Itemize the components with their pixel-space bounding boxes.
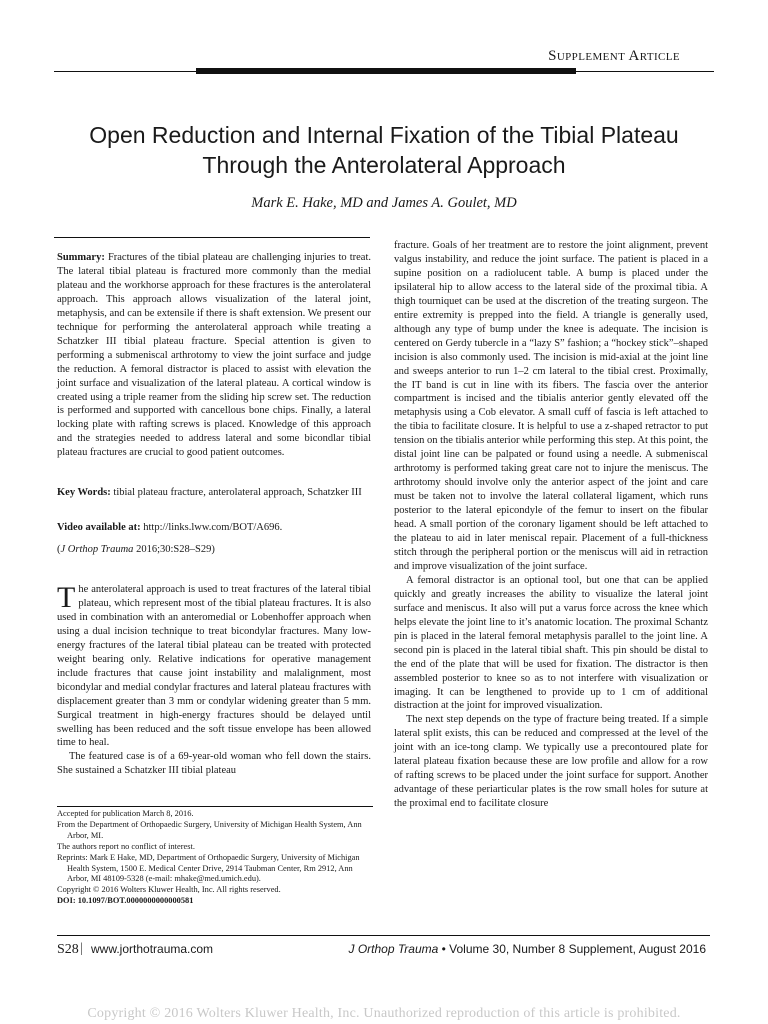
footnotes (57, 809, 371, 907)
body-paragraph: fracture. Goals of her treatment are to restore the joint alignment, prevent valgus instability, and reduce the joint surface. The patient is placed in a supine position on a radiolucent table. A bump is placed under the ipsilateral hip to allow access to the lateral side of the proximal tibia. A thigh tourniquet can be used at the discretion of the treating surgeon. The entire extremity is prepped into the field. A triangle is generally used, although any type of bump under the knee is adequate. The incision is centered on Gerdy tubercle in a “lazy S” fashion; a “hockey stick”–shaped incision is also commonly used. The incision is mid-axial at the joint line and sweeps anterior to run 1–2 cm lateral to the tibial crest. Proximally, the IT band is cut in line with its fibers. The fascia over the anterior compartment is incised and the tibialis anterior gently elevated off the metaphysis using a Cob elevator. A small cuff of fascia is left attached to the tibia to facilitate closure. It is helpful to use a z-shaped retractor to put tension on the tibialis anterior while performing this step. At this point, the distal joint line can be palpated or found using a needle. A submeniscal arthrotomy is performed taking great care not to injure the meniscus. The arthrotomy should involve only the anterior aspect of the joint and care must be taken not to involve the lateral collateral ligament, which runs posterior to the lateral epicondyle of the femur to insert on the fibular head. A small portion of the coronary ligament should be left attached to the plateau to aid in later meniscal repair. Placement of a full-thickness stitch through the peripheral portion or the meniscus will aid in retraction and improve visualization of the joint surface. (394, 240, 708, 572)
drop-cap: T (57, 581, 76, 614)
journal-issue-info (348, 942, 706, 956)
footnote-doi: DOI: 10.1097/BOT.0000000000000581 (57, 896, 194, 906)
header-thick-rule (196, 68, 576, 74)
abstract-label: Summary: (57, 252, 105, 263)
footnote-copyright: Copyright © 2016 Wolters Kluwer Health, Inc. All rights reserved. (57, 885, 281, 895)
title-line-1: Open Reduction and Internal Fixation of the Tibial Plateau (89, 122, 679, 148)
citation-journal: J Orthop Trauma (60, 544, 134, 555)
abstract (57, 251, 371, 460)
abstract-rule (54, 237, 370, 238)
keywords-label: Key Words: (57, 487, 111, 498)
footnote-affiliation: From the Department of Orthopaedic Surgery, University of Michigan Health System, Ann Arbor, MI. (57, 819, 362, 840)
author-list: Mark E. Hake, MD and James A. Goulet, MD (251, 195, 517, 211)
abstract-text: Fractures of the tibial plateau are challenging injuries to treat. The lateral tibial plateau is fractured more commonly than the medial plateau and the workhorse approach for these fractures is the anterolateral approach. This approach allows visualization of the lateral joint, metaphysis, and can be extensile if there is shaft extension. We present our technique for performing the anterolateral approach while treating a Schatzker III tibial plateau fracture. Special attention is given to performing a submeniscal arthrotomy to view the joint surface and judge the reduction. A femoral distractor is placed to assist with elevation the joint surface and visualization of the lateral plateau. A cortical window is created using a triple reamer from the sliding hip screw set. The reduction is performed and supported with cancellous bone chips. Finally, a lateral locking plate with rafting screws is placed. Knowledge of this approach and the strategies needed to address lateral and some bicondlar tibial plateau fractures are crucial to good patient outcomes. (57, 252, 372, 459)
video-url[interactable]: http://links.lww.com/BOT/A696. (143, 522, 283, 533)
body-paragraph: he anterolateral approach is used to treat fractures of the lateral tibial plateau, which represent most of the tibial plateau fractures. It is also used in combination with an anteromedial or Lobenhoffer approach when using a dual incision technique to treat bicondylar fractures. Many low-energy fractures of the lateral tibial plateau can be treated with protected weight bearing only. Relative indications for operative management include fractures that cause joint instability and malalignment, most bicondylar and medial condylar fractures and lateral plateau fractures with displacement greater than 3 mm or condylar widening greater than 5 mm. Surgical treatment in high-energy fractures should be delayed until swelling has been reduced and the soft tissue envelope has been allowed time to heal. (57, 584, 371, 749)
page-number: S28 (57, 942, 79, 957)
body-paragraph: The next step depends on the type of fracture being treated. If a simple lateral split exists, this can be reduced and compressed at the level of the joint with an ice-tong clamp. We typically use a precontoured plate for lateral plateau fixation because these are low profile and allow for a row of rafting screws to be placed under the joint surface for support. Another advantage of these periarticular plates is the row small holes for suture at the proximal end to facilitate closure (394, 714, 708, 810)
keywords-text: tibial plateau fracture, anterolateral approach, Schatzker III (113, 487, 362, 498)
body-paragraph: A femoral distractor is an optional tool, but one that can be applied quickly and greatly increases the ability to visualize the lateral joint surface and meniscus. It also will put a varus force across the knee which helps elevate the joint line to it’s anatomic location. The proximal Schantz pin is placed in the lateral femoral metaphysis parallel to the joint line. A second pin is placed in the lateral tibial shaft. This pin should be distal to the end of the plate that will be used for fixation. The distractor is then assembled posterior to knee so as to not interfere with visualization or imaging. It can be lengthened to provide up to 1 cm of additional distraction at the joint for improved visualization. (394, 574, 708, 712)
section-label: Supplement Article (548, 48, 680, 64)
title-line-2: Through the Anterolateral Approach (202, 152, 566, 178)
body-column-right (394, 239, 708, 811)
footnote-reprints: Reprints: Mark E Hake, MD, Department of Orthopaedic Surgery, University of Michigan Health System, 1500 E. Medical Center Drive, 2914 Taubman Center, Rm 2912, Ann Arbor, MI 48109-5328 (e-mail: mhake@med.umich.edu). (57, 852, 360, 884)
footnote-rule (57, 806, 373, 807)
journal-name: J Orthop Trauma (348, 942, 439, 956)
body-paragraph: The featured case is of a 69-year-old woman who fell down the stairs. She sustained a Schatzker III tibial plateau (57, 751, 371, 777)
journal-website[interactable]: www.jorthotrauma.com (91, 942, 214, 956)
keywords (57, 486, 371, 500)
journal-volume: • Volume 30, Number 8 Supplement, August 2016 (438, 942, 706, 956)
citation: (J Orthop Trauma 2016;30:S28–S29) (57, 544, 215, 555)
article-title (40, 120, 728, 180)
citation-details: 2016;30:S28–S29) (136, 544, 215, 555)
footnote-conflict: The authors report no conflict of interest. (57, 841, 195, 851)
footnote-accepted: Accepted for publication March 8, 2016. (57, 809, 194, 818)
footer-separator: | (80, 941, 83, 956)
footer-rule (57, 935, 710, 936)
copyright-watermark: Copyright © 2016 Wolters Kluwer Health, Inc. Unauthorized reproduction of this article is prohibited. (87, 1006, 681, 1021)
body-column-left (57, 583, 371, 778)
video-label: Video available at: (57, 522, 141, 533)
video-link (57, 521, 371, 535)
